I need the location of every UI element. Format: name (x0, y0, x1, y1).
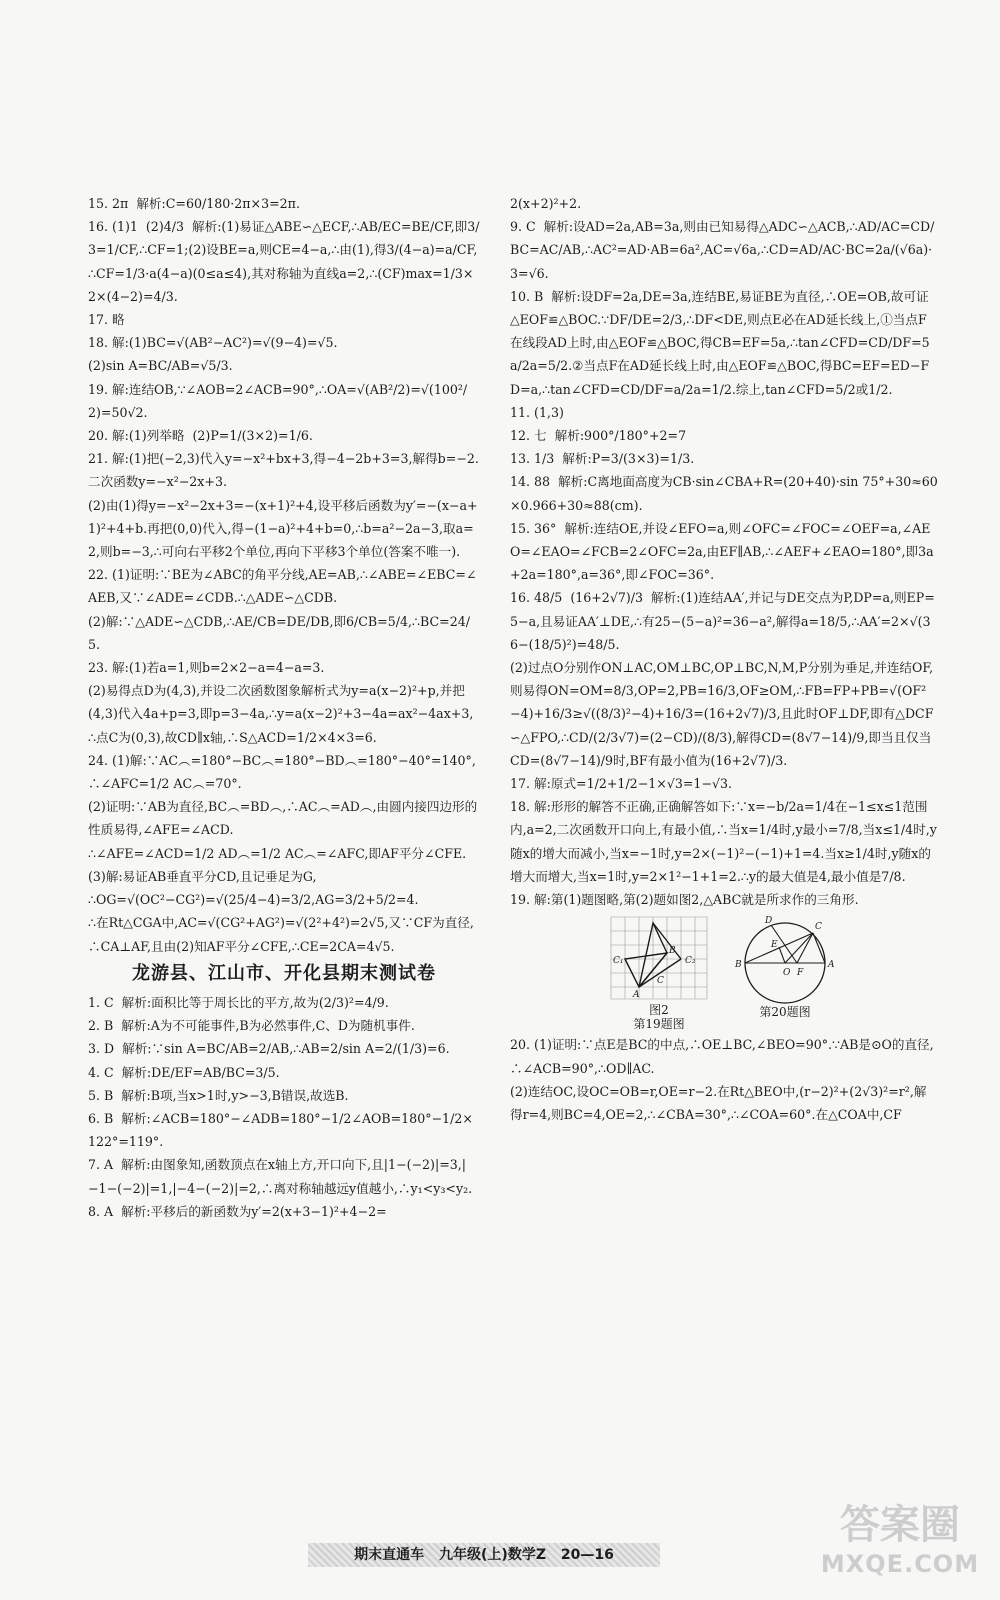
figure-20 (729, 913, 841, 1031)
page-footer (308, 1543, 660, 1567)
label-c: C (815, 922, 822, 933)
figure-caption-19: 第19题图 (633, 1017, 685, 1032)
answer-18: 18. 解:(1)BC=√(AB²−AC²)=√(9−4)=√5. (2)sin A=BC/AB=√5/3. (88, 335, 338, 374)
right-column (510, 192, 938, 1126)
figure-caption-20: 第20题图 (759, 1005, 811, 1020)
answer-15: 15. 2π 解析:C=60/180·2π×3=2π. (88, 196, 300, 211)
exam-answer-14: 14. 88 解析:C离地面高度为CB·sin∠CBA+R=(20+40)·sin 75°+30≈60×0.966+30≈88(cm). (510, 474, 938, 513)
watermark-bottom: MXQE.COM (820, 1550, 980, 1578)
footer-page-number: 20—16 (560, 1547, 614, 1563)
watermark-logo (816, 1500, 984, 1590)
exam-answer-15: 15. 36° 解析:连结OE,并设∠EFO=a,则∠OFC=∠FOC=∠OEF=a,∠AEO=∠EAO=∠FCB=2∠OFC=2a,由EF∥AB,∴∠AEF+∠EAO=180°,即3a+2a=180°,a=36°,即∠FOC=36°. (510, 520, 934, 583)
exam-answer-12: 12. 七 解析:900°/180°+2=7 (510, 428, 687, 444)
section-title: 龙游县、江山市、开化县期末测试卷 (132, 962, 436, 984)
grid-triangle-diagram (607, 913, 711, 1003)
exam-answer-8: 8. A 解析:平移后的新函数为y′=2(x+3−1)²+4−2= (88, 1203, 387, 1219)
exam-answer-9: 9. C 解析:设AD=2a,AB=3a,则由已知易得△ADC∽△ACB,∴AD/AC=CD/BC=AC/AB,∴AC²=AD·AB=6a²,AC=√6a,∴CD=AD/AC·BC=2a/(√6a)·3=√6. (510, 219, 935, 281)
answer-22: 22. (1)证明:∵BE为∠ABC的角平分线,AE=AB,∴∠ABE=∠EBC=∠AEB,又∵∠ADE=∠CDB.∴△ADE∽△CDB. (2)解:∵△ADE∽△CDB,∴AE/CB=DE/DB,即6/CB=5/4,∴BC=24/5. (88, 567, 477, 652)
figure-caption-2: 图2 (649, 1003, 669, 1018)
exam-answer-7: 7. A 解析:由图象知,函数顶点在x轴上方,开口向下,且|1−(−2)|=3,|−1−(−2)|=1,|−4−(−2)|=2,∴离对称轴越远y值越小,∴y₁<y₃<y₂. (88, 1157, 473, 1196)
label-a: A (828, 960, 835, 971)
watermark-top: 答案圈 (840, 1502, 960, 1548)
label-c2: C₂ (685, 956, 696, 967)
left-column (88, 192, 480, 1223)
exam-answer-5: 5. B 解析:B项,当x>1时,y>−3,B错误,故选B. (88, 1087, 349, 1103)
label-e: E (771, 940, 778, 951)
answer-20: 20. 解:(1)列举略 (2)P=1/(3×2)=1/6. (88, 428, 313, 444)
label-o: O (783, 968, 791, 979)
label-d: D (765, 916, 773, 927)
answer-24: 24. (1)解:∵AC︵=180°−BC︵=180°−BD︵=180°−40°=140°,∴∠AFC=1/2 AC︵=70°. (2)证明:∵AB为直径,BC︵=BD︵,∴AC︵=AD︵,由圆内接四边形的性质易得,∠AFE=∠ACD. ∴∠AFE=∠ACD=1/2 AD︵=1/2 AC︵=∠AFC,即AF平分∠CFE. (3)解:易证AB垂直平分CD,且记垂足为G, ∴OG=√(OC²−CG²)=√(25/4−4)=3/2,AG=3/2+5/2=4. ∴在Rt△CGA中,AC=√(CG²+AG²)=√(2²+4²)=2√5,又∵CF为直径,∴CA⊥AF,且由(2)知AF平分∠CFE,∴CE=2CA=4√5. (88, 752, 478, 954)
answer-19: 19. 解:连结OB,∵∠AOB=2∠ACB=90°,∴OA=√(AB²/2)=√(100²/2)=50√2. (88, 381, 468, 420)
answer-17: 17. 略 (88, 312, 125, 328)
exam-answer-3: 3. D 解析:∵sin A=BC/AB=2/AB,∴AB=2/sin A=2/(1/3)=6. (88, 1041, 450, 1057)
continued-8: 2(x+2)²+2. (510, 196, 582, 211)
answer-23: 23. 解:(1)若a=1,则b=2×2−a=4−a=3. (2)易得点D为(4,3),并设二次函数图象解析式为y=a(x−2)²+p,并把(4,3)代入4a+p=3,即p=3−4a,∴y=a(x−2)²+3−4a=ax²−4ax+3, ∴点C为(0,3),故CD∥x轴,∴S△ACD=1/2×4×3=6. (88, 660, 474, 745)
circle-geometry-diagram (729, 913, 841, 1005)
exam-answer-6: 6. B 解析:∠ACB=180°−∠ADB=180°−1/2∠AOB=180°−1/2×122°=119°. (88, 1110, 473, 1150)
exam-answer-18: 18. 解:形形的解答不正确,正确解答如下:∵x=−b/2a=1/4在−1≤x≤1范围内,a=2,二次函数开口向上,有最小值,∴当x=1/4时,y最小=7/8,当x≤1/4时,y随x的增大而减小,当x=−1时,y=2×(−1)²−(−1)+1=4.当x≥1/4时,y随x的增大而增大,当x=1时,y=2×1²−1+1=2.∴y的最大值是4,最小值是7/8. (510, 799, 937, 884)
exam-answer-2: 2. B 解析:A为不可能事件,B为必然事件,C、D为随机事件. (88, 1018, 415, 1034)
footer-book: 期末直通车 (354, 1547, 425, 1563)
answer-21: 21. 解:(1)把(−2,3)代入y=−x²+bx+3,得−4−2b+3=3,解得b=−2.二次函数y=−x²−2x+3. (2)由(1)得y=−x²−2x+3=−(x+1)²+4,设平移后函数为y′=−(x−a+1)²+4+b.再把(0,0)代入,得−(1−a)²+4+b=0,∴b=a²−2a−3,取a=2,则b=−3,∴可向右平移2个单位,再向下平移3个单位(答案不唯一). (88, 451, 479, 560)
label-a: A (633, 990, 640, 1001)
exam-answer-4: 4. C 解析:DE/EF=AB/BC=3/5. (88, 1064, 280, 1080)
exam-answer-13: 13. 1/3 解析:P=3/(3×3)=1/3. (510, 451, 695, 467)
exam-answer-16: 16. 48/5 (16+2√7)/3 解析:(1)连结AA′,并记与DE交点为P,DP=a,则EP=5−a,且易证AA′⊥DE,∴有25−(5−a)²=36−a²,解得a=18/5,∴AA′=2×√(36−(18/5)²)=48/5. (2)过点O分别作ON⊥AC,OM⊥BC,OP⊥BC,N,M,P分别为垂足,并连结OF,则易得ON=OM=8/3,OP=2,PB=16/3,OF≥OM,∴FB=FP+PB=√(OF²−4)+16/3≥√((8/3)²−4)+16/3=(16+2√7)/3,且此时OF⊥DF,即有△DCF∽△FPO,∴CD/(2/3√7)=(2−CD)/(8/3),解得CD=(8√7−14)/9,即当且仅当CD=(8√7−14)/9时,BF有最小值为(16+2√7)/3. (510, 590, 935, 768)
answer-16: 16. (1)1 (2)4/3 解析:(1)易证△ABE∽△ECF,∴AB/EC=BE/CF,即3/3=1/CF,∴CF=1;(2)设BE=a,则CE=4−a,∴由(1),得3/(4−a)=a/CF,∴CF=1/3·a(4−a)(0≤a≤4),其对称轴为直线a=2,∴(CF)max=1/3×2×(4−2)=4/3. (88, 219, 480, 304)
footer-grade: 九年级(上)数学Z (439, 1547, 546, 1563)
label-b: B (669, 946, 676, 957)
exam-answer-10: 10. B 解析:设DF=2a,DE=3a,连结BE,易证BE为直径,∴OE=OB,故可证△EOF≌△BOC.∵DF/DE=2/3,∴DF<DE,则点E必在AD延长线上,①当点F在线段AD上时,由△EOF≌△BOC,得CB=EF=5a,∴tan∠CFD=CD/DF=5a/2a=5/2.②当点F在AD延长线上时,由△EOF≌△BOC,得BC=EF=ED−FD=a,∴tan∠CFD=CD/DF=a/2a=1/2.综上,tan∠CFD=5/2或1/2. (510, 288, 930, 397)
exam-answer-19: 19. 解:第(1)题图略,第(2)题如图2,△ABC就是所求作的三角形. (510, 892, 859, 908)
exam-answer-20: 20. (1)证明:∵点E是BC的中点,∴OE⊥BC,∠BEO=90°.∵AB是⊙O的直径,∴∠ACB=90°,∴OD∥AC. (2)连结OC,设OC=OB=r,OE=r−2.在Rt△BEO中,(r−2)²+(2√3)²=r²,解得r=4,则BC=4,OE=2,∴∠CBA=30°,∴∠COA=60°.在△COA中,CF (510, 1037, 934, 1122)
exam-answer-11: 11. (1,3) (510, 404, 564, 420)
exam-answer-17: 17. 解:原式=1/2+1/2−1×√3=1−√3. (510, 776, 733, 792)
label-b: B (735, 960, 742, 971)
label-c: C (657, 976, 664, 987)
figure-19 (607, 913, 711, 1031)
label-c1: C₁ (613, 956, 624, 967)
exam-answer-1: 1. C 解析:面积比等于周长比的平方,故为(2/3)²=4/9. (88, 994, 389, 1010)
figures-row (510, 913, 938, 1031)
label-f: F (797, 968, 804, 979)
